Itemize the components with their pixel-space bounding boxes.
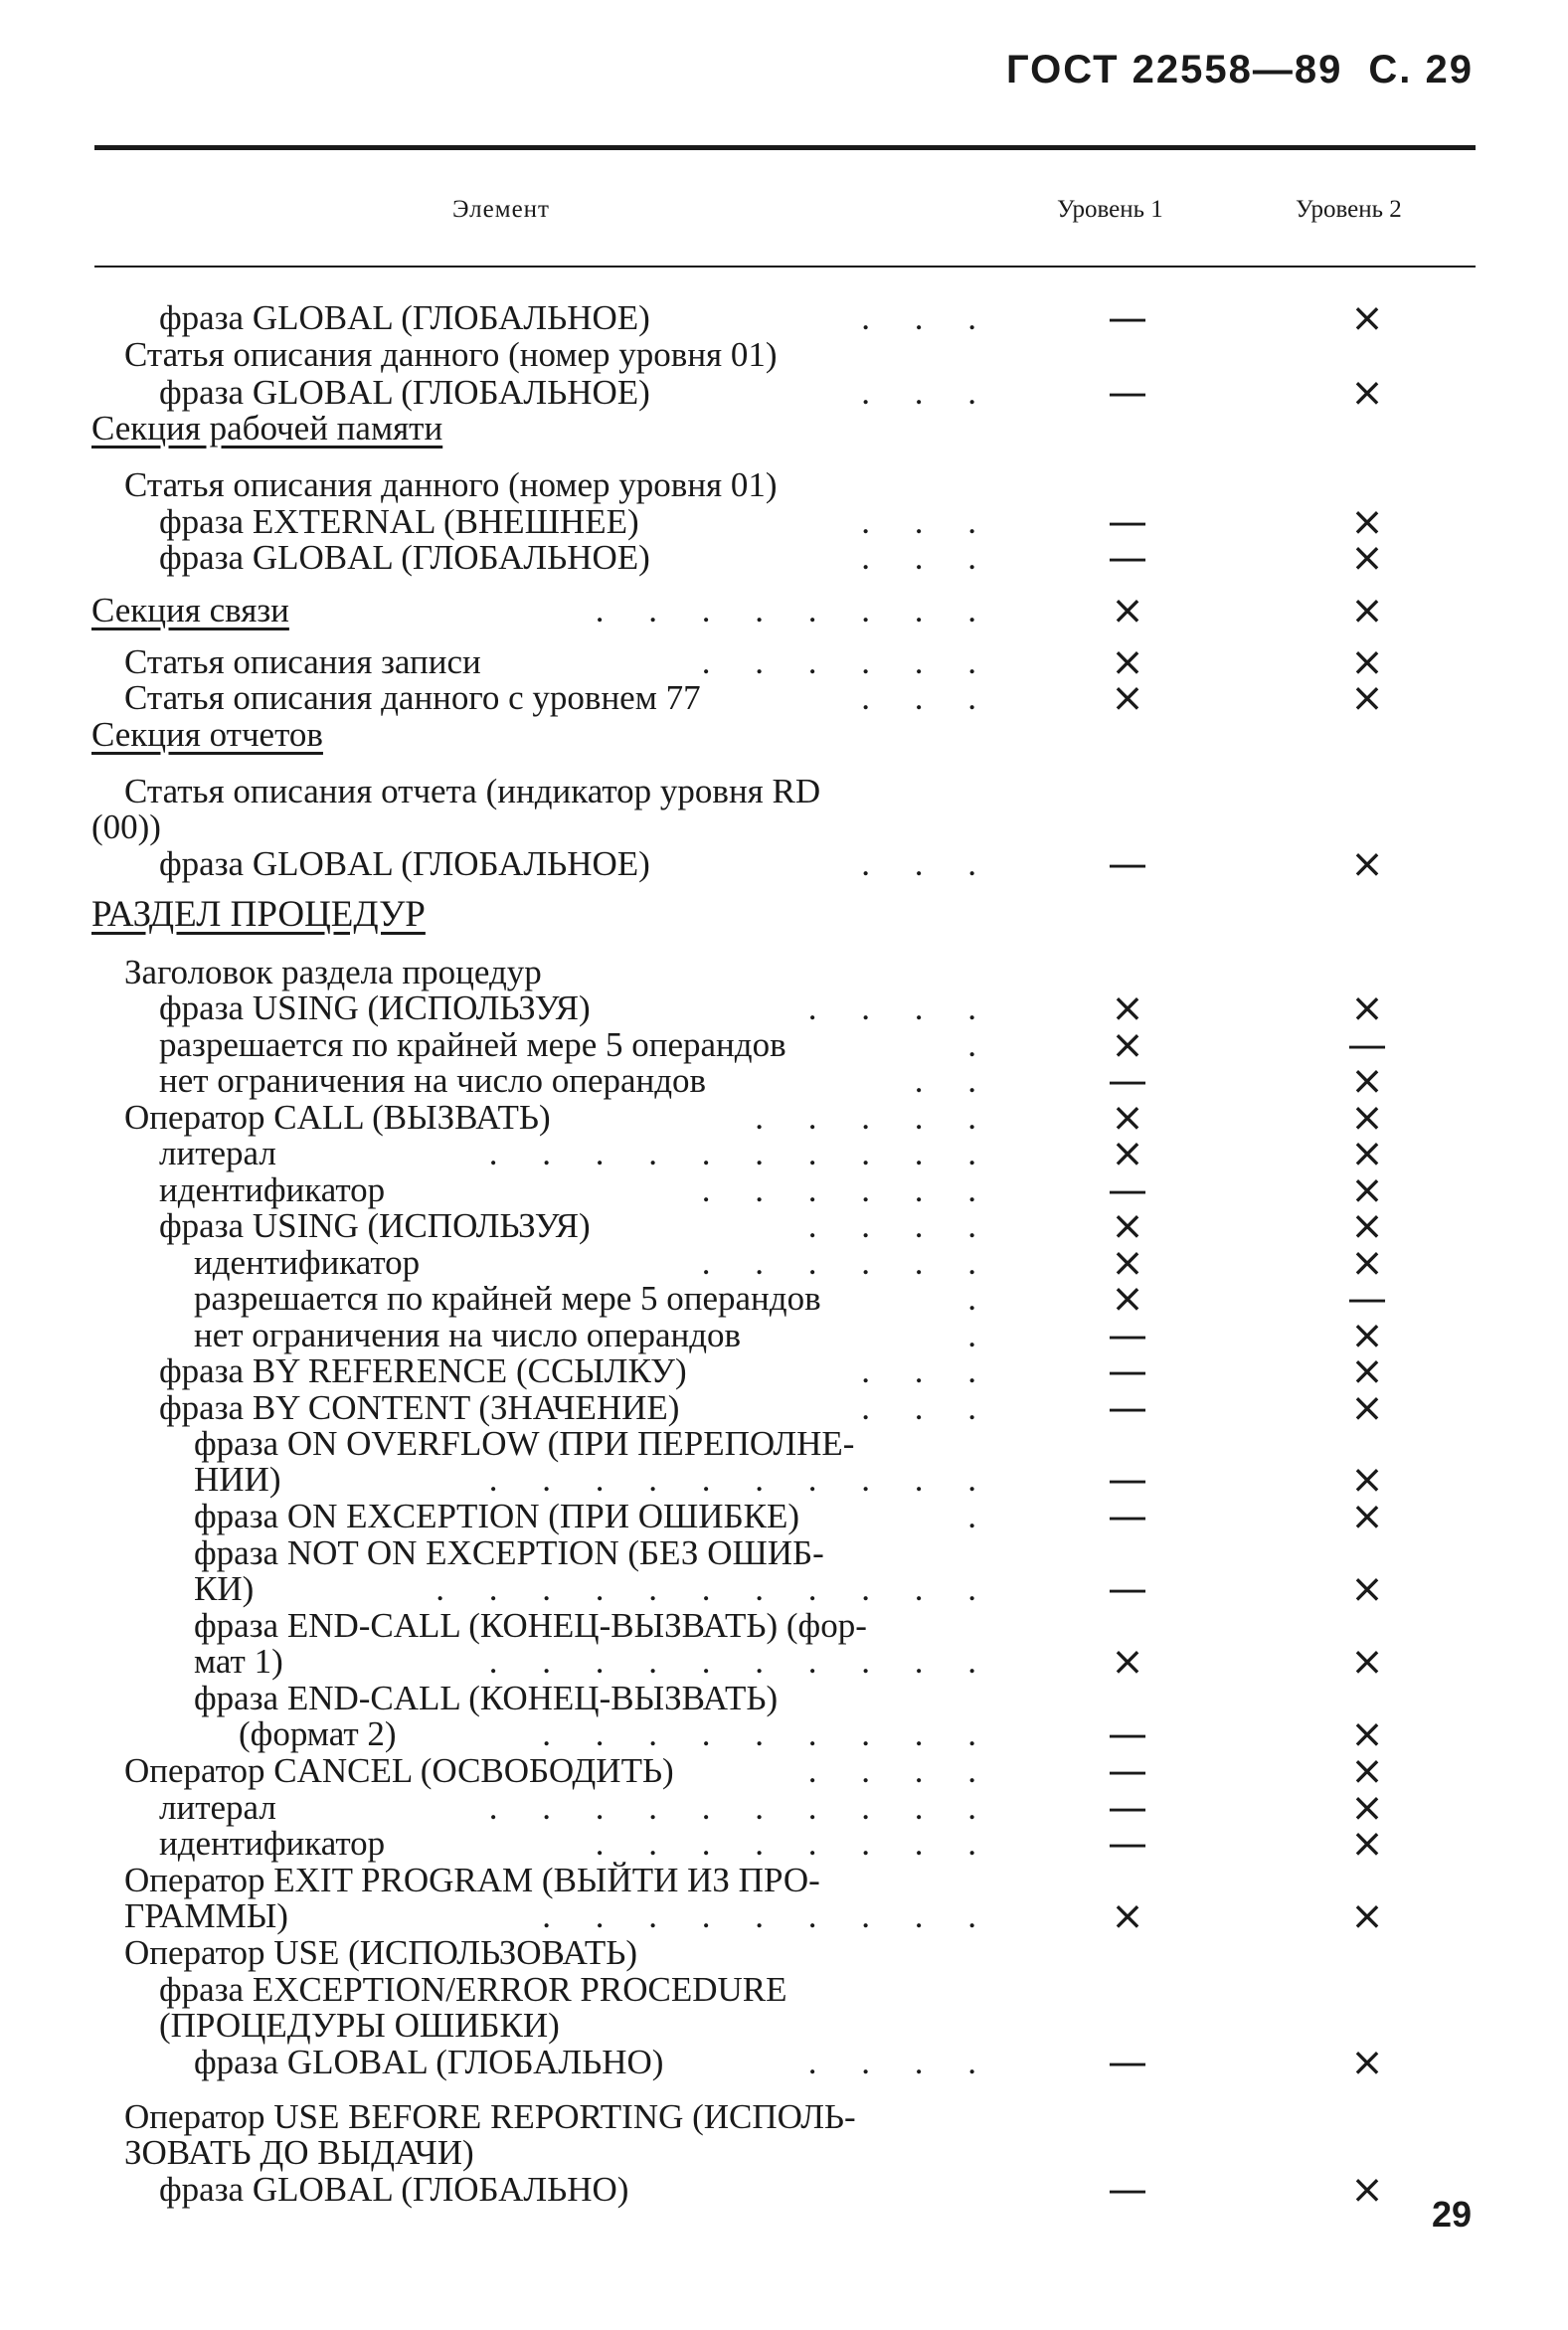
element-label: фраза ON EXCEPTION (ПРИ ОШИБКЕ)	[194, 1497, 800, 1535]
element-label: фраза ON OVERFLOW (ПРИ ПЕРЕПОЛНЕ-	[194, 1424, 855, 1463]
element-label: литерал	[159, 1134, 276, 1172]
supported-mark-level2: ×	[1350, 639, 1384, 685]
supported-mark-level2: ×	[1350, 675, 1384, 721]
dot-leader: . . . . . . . .	[595, 591, 994, 629]
dot-leader: . . . . . .	[701, 642, 994, 681]
not-supported-mark-level1: —	[1108, 841, 1147, 887]
column-header-level1: Уровень 1	[1057, 196, 1163, 223]
supported-mark-level2: ×	[1350, 1203, 1384, 1249]
section-heading: РАЗДЕЛ ПРОЦЕДУР	[91, 894, 426, 935]
not-supported-mark-level1: —	[1108, 370, 1147, 416]
not-supported-mark-level1: —	[1108, 1385, 1147, 1431]
column-header-level2: Уровень 2	[1296, 196, 1402, 223]
supported-mark-level2: ×	[1350, 1131, 1384, 1176]
element-label: Заголовок раздела процедур	[124, 953, 542, 991]
supported-mark-level2: ×	[1350, 2040, 1384, 2085]
dot-leader: . . . . . . . . . .	[488, 1788, 994, 1827]
element-label: идентификатор	[159, 1824, 386, 1863]
element-label: Статья описания данного (номер уровня 01)	[124, 465, 778, 504]
element-label: разрешается по крайней мере 5 операндов	[159, 1025, 786, 1064]
supported-mark-level2: ×	[1350, 499, 1384, 545]
supported-mark-level1: ×	[1111, 1240, 1144, 1286]
supported-mark-level2: ×	[1350, 1385, 1384, 1431]
element-label: фраза GLOBAL (ГЛОБАЛЬНО)	[159, 2170, 629, 2209]
not-supported-mark-level1: —	[1108, 1748, 1147, 1794]
not-supported-mark-level1: —	[1108, 535, 1147, 581]
dot-leader: . . .	[861, 1351, 994, 1390]
element-label: фраза EXTERNAL (ВНЕШНЕЕ)	[159, 502, 639, 541]
supported-mark-level2: ×	[1350, 535, 1384, 581]
supported-mark-level2: ×	[1350, 1893, 1384, 1939]
supported-mark-level2: ×	[1350, 1785, 1384, 1831]
element-label: идентификатор	[194, 1243, 421, 1282]
element-label: Статья описания данного (номер уровня 01)	[124, 335, 778, 374]
not-supported-mark-level1: —	[1108, 1566, 1147, 1612]
dot-leader: . . .	[861, 678, 994, 717]
not-supported-mark-level2: —	[1347, 1276, 1387, 1322]
element-label-continuation: (формат 2)	[239, 1714, 397, 1753]
dot-leader: . .	[914, 1061, 994, 1100]
not-supported-mark-level1: —	[1108, 1348, 1147, 1394]
not-supported-mark-level1: —	[1108, 1313, 1147, 1358]
dot-leader: . . . .	[807, 2043, 994, 2081]
dot-leader: . . . . . . . . . .	[488, 1642, 994, 1681]
element-label: литерал	[159, 1788, 276, 1827]
dot-leader: . . . . .	[755, 1098, 994, 1137]
element-label-continuation: (ПРОЦЕДУРЫ ОШИБКИ)	[159, 2006, 560, 2045]
supported-mark-level2: ×	[1350, 1494, 1384, 1539]
element-label: Оператор USE BEFORE REPORTING (ИСПОЛЬ-	[124, 2097, 856, 2136]
dot-leader: . . . .	[807, 988, 994, 1027]
not-supported-mark-level1: —	[1108, 1494, 1147, 1539]
element-label-continuation: ЗОВАТЬ ДО ВЫДАЧИ)	[124, 2133, 474, 2172]
element-label-continuation: КИ)	[194, 1569, 255, 1608]
element-label: фраза NOT ON EXCEPTION (БЕЗ ОШИБ-	[194, 1533, 824, 1572]
element-label: Статья описания отчета (индикатор уровня RD	[124, 772, 821, 810]
supported-mark-level2: ×	[1350, 1821, 1384, 1867]
dot-leader: . . .	[861, 502, 994, 541]
supported-mark-level2: ×	[1350, 1167, 1384, 1213]
not-supported-mark-level1: —	[1108, 1821, 1147, 1867]
supported-mark-level2: ×	[1350, 295, 1384, 341]
not-supported-mark-level1: —	[1108, 1167, 1147, 1213]
page-number: 29	[1431, 2194, 1472, 2235]
supported-mark-level2: ×	[1350, 1348, 1384, 1394]
element-label: фраза USING (ИСПОЛЬЗУЯ)	[159, 1206, 591, 1245]
dot-leader: . . . . . .	[701, 1170, 994, 1209]
supported-mark-level1: ×	[1111, 1276, 1144, 1322]
supported-mark-level1: ×	[1111, 1203, 1144, 1249]
page-reference: С. 29	[1368, 48, 1474, 91]
supported-mark-level2: ×	[1350, 1748, 1384, 1794]
element-label-continuation: (00))	[91, 807, 161, 846]
section-heading: Секция связи	[91, 591, 289, 629]
supported-mark-level2: ×	[1350, 1457, 1384, 1503]
supported-mark-level1: ×	[1111, 986, 1144, 1031]
supported-mark-level2: ×	[1350, 370, 1384, 416]
not-supported-mark-level1: —	[1108, 499, 1147, 545]
dot-leader: . . .	[861, 373, 994, 412]
element-label: фраза EXCEPTION/ERROR PROCEDURE	[159, 1970, 787, 2009]
not-supported-mark-level1: —	[1108, 295, 1147, 341]
element-label: фраза GLOBAL (ГЛОБАЛЬНОЕ)	[159, 298, 650, 337]
supported-mark-level2: ×	[1350, 1711, 1384, 1757]
element-label: фраза BY REFERENCE (ССЫЛКУ)	[159, 1351, 687, 1390]
not-supported-mark-level1: —	[1108, 1711, 1147, 1757]
standard-number: ГОСТ 22558—89	[1005, 48, 1343, 91]
element-label: Оператор EXIT PROGRAM (ВЫЙТИ ИЗ ПРО-	[124, 1861, 820, 1899]
element-label: фраза END-CALL (КОНЕЦ-ВЫЗВАТЬ)	[194, 1679, 779, 1717]
element-label-continuation: мат 1)	[194, 1642, 283, 1681]
supported-mark-level2: ×	[1350, 588, 1384, 633]
not-supported-mark-level1: —	[1108, 1785, 1147, 1831]
dot-leader: .	[967, 1497, 994, 1535]
supported-mark-level2: ×	[1350, 1313, 1384, 1358]
element-label: Статья описания данного с уровнем 77	[124, 678, 701, 717]
supported-mark-level2: ×	[1350, 1095, 1384, 1141]
not-supported-mark-level2: —	[1347, 1022, 1387, 1068]
supported-mark-level1: ×	[1111, 1095, 1144, 1141]
element-label: фраза GLOBAL (ГЛОБАЛЬНОЕ)	[159, 373, 650, 412]
dot-leader: . . . .	[807, 1206, 994, 1245]
not-supported-mark-level1: —	[1108, 2167, 1147, 2213]
supported-mark-level2: ×	[1350, 1566, 1384, 1612]
element-label: нет ограничения на число операндов	[159, 1061, 707, 1100]
dot-leader: . . . . . . . . . .	[488, 1460, 994, 1499]
dot-leader: . . . . . . . .	[595, 1824, 994, 1863]
section-heading: Секция отчетов	[91, 715, 323, 754]
element-label-continuation: ГРАММЫ)	[124, 1896, 288, 1935]
dot-leader: . . . . . . . . .	[542, 1714, 994, 1753]
element-label: Оператор CALL (ВЫЗВАТЬ)	[124, 1098, 551, 1137]
dot-leader: . . .	[861, 1388, 994, 1427]
dot-leader: . . . . . . . . .	[542, 1896, 994, 1935]
not-supported-mark-level1: —	[1108, 1457, 1147, 1503]
element-label: Статья описания записи	[124, 642, 481, 681]
element-label: фраза GLOBAL (ГЛОБАЛЬНОЕ)	[159, 538, 650, 577]
not-supported-mark-level1: —	[1108, 2040, 1147, 2085]
dot-leader: .	[967, 1025, 994, 1064]
section-heading: Секция рабочей памяти	[91, 409, 443, 448]
element-label: фраза BY CONTENT (ЗНАЧЕНИЕ)	[159, 1388, 680, 1427]
not-supported-mark-level1: —	[1108, 1058, 1147, 1104]
element-label-continuation: НИИ)	[194, 1460, 281, 1499]
element-label: Оператор USE (ИСПОЛЬЗОВАТЬ)	[124, 1933, 637, 1972]
dot-leader: . . .	[861, 538, 994, 577]
supported-mark-level1: ×	[1111, 1022, 1144, 1068]
dot-leader: . . . . . . . . . .	[488, 1134, 994, 1172]
supported-mark-level2: ×	[1350, 986, 1384, 1031]
supported-mark-level1: ×	[1111, 675, 1144, 721]
element-label: фраза GLOBAL (ГЛОБАЛЬНО)	[194, 2043, 664, 2081]
element-label: нет ограничения на число операндов	[194, 1316, 742, 1354]
dot-leader: . . . .	[807, 1751, 994, 1790]
supported-mark-level1: ×	[1111, 1639, 1144, 1685]
element-label: фраза GLOBAL (ГЛОБАЛЬНОЕ)	[159, 844, 650, 883]
dot-leader: .	[967, 1279, 994, 1318]
supported-mark-level2: ×	[1350, 1639, 1384, 1685]
dot-leader: . . .	[861, 298, 994, 337]
dot-leader: . . . . . . . . . . .	[436, 1569, 994, 1608]
supported-mark-level1: ×	[1111, 1131, 1144, 1176]
supported-mark-level2: ×	[1350, 2167, 1384, 2213]
supported-mark-level2: ×	[1350, 841, 1384, 887]
supported-mark-level2: ×	[1350, 1240, 1384, 1286]
supported-mark-level1: ×	[1111, 588, 1144, 633]
supported-mark-level1: ×	[1111, 639, 1144, 685]
supported-mark-level2: ×	[1350, 1058, 1384, 1104]
element-label: Оператор CANCEL (ОСВОБОДИТЬ)	[124, 1751, 674, 1790]
dot-leader: . . . . . .	[701, 1243, 994, 1282]
element-label: разрешается по крайней мере 5 операндов	[194, 1279, 821, 1318]
column-header-element: Элемент	[452, 196, 550, 223]
element-label: фраза USING (ИСПОЛЬЗУЯ)	[159, 988, 591, 1027]
element-label: фраза END-CALL (КОНЕЦ-ВЫЗВАТЬ) (фор-	[194, 1606, 867, 1645]
supported-mark-level1: ×	[1111, 1893, 1144, 1939]
element-label: идентификатор	[159, 1170, 386, 1209]
dot-leader: .	[967, 1316, 994, 1354]
dot-leader: . . .	[861, 844, 994, 883]
